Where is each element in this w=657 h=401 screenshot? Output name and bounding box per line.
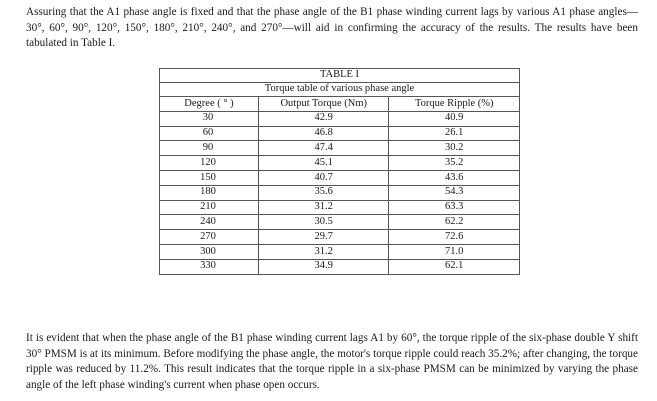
torque-table <box>159 68 520 275</box>
ripple-cell: 30.2 <box>389 141 520 156</box>
torque-cell: 30.5 <box>259 215 389 230</box>
degree-cell: 30 <box>160 111 259 126</box>
ripple-cell: 62.2 <box>389 215 520 230</box>
degree-cell: 300 <box>160 244 259 259</box>
degree-cell: 270 <box>160 230 259 245</box>
torque-cell: 34.9 <box>259 259 389 274</box>
torque-cell: 46.8 <box>259 126 389 141</box>
ripple-cell: 54.3 <box>389 185 520 200</box>
degree-cell: 90 <box>160 141 259 156</box>
ripple-cell: 71.0 <box>389 244 520 259</box>
degree-cell: 60 <box>160 126 259 141</box>
header-torque-ripple: Torque Ripple (%) <box>389 97 520 112</box>
torque-cell: 42.9 <box>259 111 389 126</box>
torque-cell: 29.7 <box>259 230 389 245</box>
ripple-cell: 72.6 <box>389 230 520 245</box>
degree-cell: 150 <box>160 170 259 185</box>
torque-cell: 31.2 <box>259 200 389 215</box>
degree-cell: 120 <box>160 156 259 171</box>
torque-cell: 35.6 <box>259 185 389 200</box>
table-label: TABLE I <box>160 69 520 83</box>
table-row <box>160 259 520 274</box>
conclusion-paragraph: It is evident that when the phase angle of the B1 phase winding current lags A1 by 60°, the torque ripple of the six-phase double Y shift 30° PMSM is at its minimum. Before modifying the phase angle, the motor's torque ripple could reach 35.2%; after changing, the torque ripple was reduced by 11.2%. This result indicates that the torque ripple in a six-phase PMSM can be minimized by varying the phase angle of the left phase winding's current when phase open occurs. <box>26 332 638 391</box>
table-row <box>160 126 520 141</box>
ripple-cell: 63.3 <box>389 200 520 215</box>
ripple-cell: 43.6 <box>389 170 520 185</box>
table-row <box>160 141 520 156</box>
header-degree: Degree ( ° ) <box>160 97 259 112</box>
intro-paragraph: Assuring that the A1 phase angle is fixed and that the phase angle of the B1 phase winding current lags by various A1 phase angles—30°, 60°, 90°, 120°, 150°, 180°, 210°, 240°, and 270°—will aid in confirming the accuracy of the results. The results have been tabulated in Table I. <box>26 6 638 49</box>
table-row <box>160 156 520 171</box>
torque-cell: 40.7 <box>259 170 389 185</box>
header-output-torque: Output Torque (Nm) <box>259 97 389 112</box>
degree-cell: 210 <box>160 200 259 215</box>
degree-cell: 330 <box>160 259 259 274</box>
table-row <box>160 215 520 230</box>
torque-cell: 47.4 <box>259 141 389 156</box>
table-title: Torque table of various phase angle <box>160 83 520 97</box>
ripple-cell: 26.1 <box>389 126 520 141</box>
table-row <box>160 185 520 200</box>
table-row <box>160 170 520 185</box>
ripple-cell: 35.2 <box>389 156 520 171</box>
table-row <box>160 230 520 245</box>
ripple-cell: 40.9 <box>389 111 520 126</box>
table-row <box>160 200 520 215</box>
torque-cell: 31.2 <box>259 244 389 259</box>
torque-cell: 45.1 <box>259 156 389 171</box>
table-row <box>160 111 520 126</box>
ripple-cell: 62.1 <box>389 259 520 274</box>
degree-cell: 240 <box>160 215 259 230</box>
table-row <box>160 244 520 259</box>
degree-cell: 180 <box>160 185 259 200</box>
